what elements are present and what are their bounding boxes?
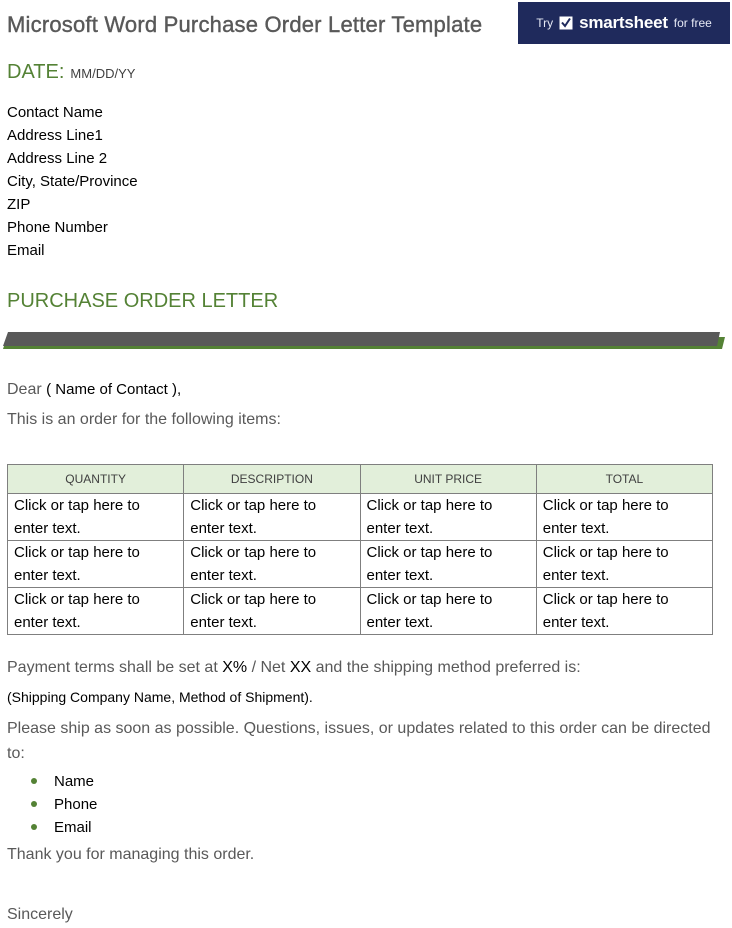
- email[interactable]: Email: [7, 242, 45, 259]
- banner-try-text: Try: [536, 16, 554, 30]
- salutation-prefix: Dear: [7, 381, 42, 398]
- payment-terms: [7, 659, 581, 677]
- contact-item-email[interactable]: Email: [54, 819, 92, 836]
- contact-list: [7, 770, 97, 839]
- contact-block: [7, 101, 138, 262]
- list-item: [7, 770, 97, 793]
- payment-text-1: Payment terms shall be set at: [7, 659, 218, 676]
- salutation: [7, 381, 181, 399]
- please-ship-text: Please ship as soon as possible. Questions, issues, or updates related to this order can be directed to:: [7, 720, 711, 762]
- cell-quantity[interactable]: Click or tap here to enter text.: [8, 494, 184, 541]
- zip[interactable]: ZIP: [7, 196, 31, 213]
- list-item: [7, 816, 97, 839]
- decorative-divider-bar: [3, 331, 725, 351]
- contact-item-name[interactable]: Name: [54, 773, 95, 790]
- cell-description[interactable]: Click or tap here to enter text.: [184, 588, 360, 635]
- list-item: [7, 793, 97, 816]
- cell-description[interactable]: Click or tap here to enter text.: [184, 494, 360, 541]
- cell-description[interactable]: Click or tap here to enter text.: [184, 541, 360, 588]
- order-items-table: [7, 464, 713, 635]
- smartsheet-banner-button[interactable]: [518, 2, 730, 44]
- po-heading: PURCHASE ORDER LETTER: [7, 290, 279, 312]
- cell-quantity[interactable]: Click or tap here to enter text.: [8, 588, 184, 635]
- contact-item-phone[interactable]: Phone: [54, 796, 98, 813]
- cell-unit-price[interactable]: Click or tap here to enter text.: [360, 541, 536, 588]
- payment-percent[interactable]: X%: [222, 659, 248, 676]
- divider-gray-band: [3, 332, 720, 346]
- phone-number[interactable]: Phone Number: [7, 219, 108, 236]
- address-line-1[interactable]: Address Line1: [7, 127, 103, 144]
- date-label: DATE:: [7, 61, 65, 83]
- cell-total[interactable]: Click or tap here to enter text.: [536, 588, 712, 635]
- table-row: [8, 541, 713, 588]
- salutation-name[interactable]: ( Name of Contact ),: [46, 381, 182, 398]
- payment-text-2: / Net: [251, 659, 286, 676]
- smartsheet-logo-icon: [559, 16, 573, 30]
- date-value[interactable]: MM/DD/YY: [70, 66, 136, 81]
- payment-net-days[interactable]: XX: [289, 659, 312, 676]
- cell-quantity[interactable]: Click or tap here to enter text.: [8, 541, 184, 588]
- cell-total[interactable]: Click or tap here to enter text.: [536, 541, 712, 588]
- header-description: DESCRIPTION: [184, 465, 360, 494]
- bullet-icon: [31, 801, 37, 807]
- address-line-2[interactable]: Address Line 2: [7, 150, 108, 167]
- header-unit-price: UNIT PRICE: [360, 465, 536, 494]
- table-header-row: [8, 465, 713, 494]
- bullet-icon: [31, 824, 37, 830]
- cell-total[interactable]: Click or tap here to enter text.: [536, 494, 712, 541]
- header-total: TOTAL: [536, 465, 712, 494]
- shipping-method[interactable]: (Shipping Company Name, Method of Shipment).: [7, 689, 313, 705]
- bullet-icon: [31, 778, 37, 784]
- closing-text: Sincerely: [7, 906, 73, 923]
- page-title: Microsoft Word Purchase Order Letter Template: [7, 12, 483, 37]
- banner-brand-text: smartsheet: [579, 13, 668, 32]
- table-row: [8, 494, 713, 541]
- payment-text-3: and the shipping method preferred is:: [315, 659, 581, 676]
- banner-free-text: for free: [673, 16, 712, 30]
- date-row: [7, 61, 135, 84]
- cell-unit-price[interactable]: Click or tap here to enter text.: [360, 494, 536, 541]
- header-quantity: QUANTITY: [8, 465, 184, 494]
- cell-unit-price[interactable]: Click or tap here to enter text.: [360, 588, 536, 635]
- intro-text: This is an order for the following items:: [7, 411, 281, 428]
- thanks-text: Thank you for managing this order.: [7, 846, 255, 863]
- contact-name[interactable]: Contact Name: [7, 104, 103, 121]
- city-state[interactable]: City, State/Province: [7, 173, 138, 190]
- table-row: [8, 588, 713, 635]
